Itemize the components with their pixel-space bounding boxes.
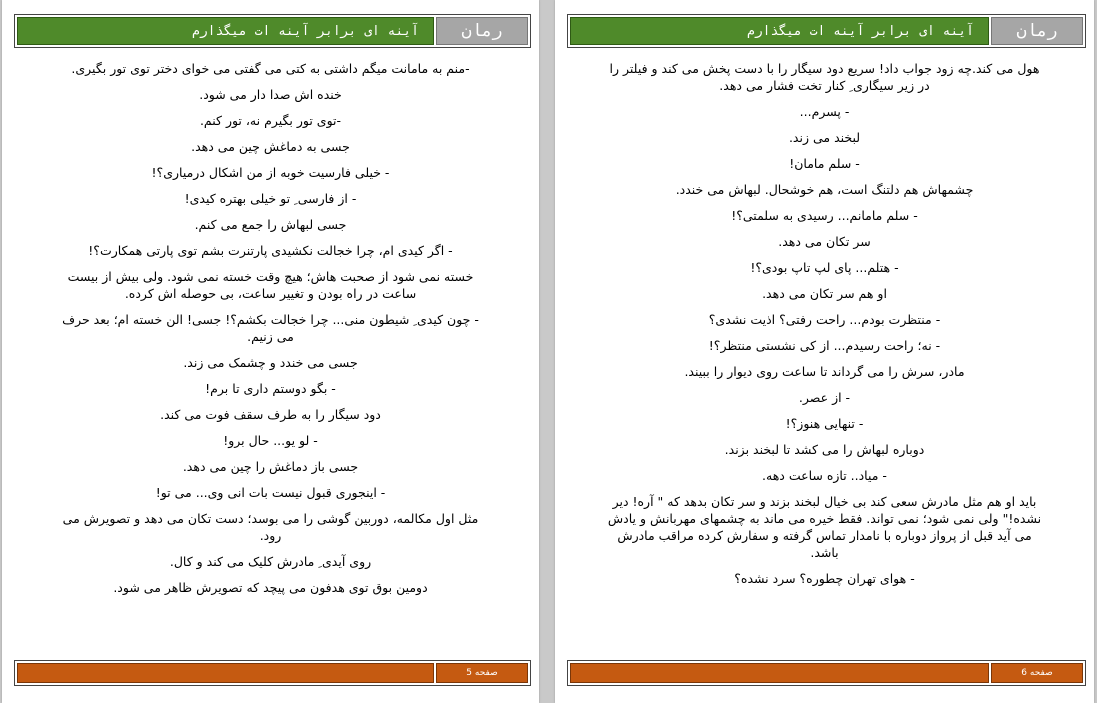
header-title: آینه ای برابر آینه ات میگذارم	[570, 17, 989, 45]
footer-bar	[570, 663, 989, 683]
paragraph: - نه؛ راحت رسیدم... از کی نشستی منتظر؟!	[708, 338, 941, 353]
page-number: صفحه 5	[436, 663, 528, 683]
paragraph: - منتظرت بودم... راحت رفتی؟ اذیت نشدی؟	[708, 312, 941, 327]
paragraph: دود سیگار را به طرف سقف فوت می کند.	[160, 407, 381, 422]
paragraph: دومین بوق توی هدفون می پیچد که تصویرش ظاهر می شود.	[113, 580, 428, 595]
paragraph: دوباره لبهاش را می کشد تا لبخند بزند.	[724, 442, 925, 457]
paragraph: - میاد.. تازه ساعت دهه.	[762, 468, 887, 483]
page-header	[14, 14, 531, 48]
paragraph: جسی لبهاش را جمع می کنم.	[194, 217, 347, 232]
paragraph: - سلم مامان!	[789, 156, 860, 171]
paragraph: - از عصر.	[798, 390, 851, 405]
paragraph: جسی به دماغش چین می دهد.	[191, 139, 350, 154]
paragraph: - هتلم... پای لپ تاپ بودی؟!	[750, 260, 899, 275]
page-footer	[567, 660, 1086, 686]
paragraph: - تنهایی هنوز؟!	[785, 416, 864, 431]
paragraph: جسی باز دماغش را چین می دهد.	[182, 459, 359, 474]
page-body	[54, 60, 487, 605]
paragraph: خسته نمی شود از صحبت هاش؛ هیچ وقت خسته نمی شود. ولی بیش از بیست ساعت در راه بودن و تغییر ساعت، بی حوصله اش کرده.	[67, 269, 474, 301]
paragraph: او هم سر تکان می دهد.	[762, 286, 887, 301]
paragraph: خنده اش صدا دار می شود.	[199, 87, 342, 102]
paragraph: - اینجوری قبول نیست بات انی وی... می تو!	[155, 485, 386, 500]
paragraph: روی آیدی ِ مادرش کلیک می کند و کال.	[169, 554, 372, 569]
paragraph: - خیلی فارسیت خوبه از من اشکال درمیاری؟!	[151, 165, 390, 180]
paragraph: - سلم مامانم... رسیدی به سلمتی؟!	[731, 208, 918, 223]
paragraph: - چون کیدی ِ شیطون منی... چرا خجالت بکشم؟! جسی! الن خسته ام؛ بعد حرف می زنیم.	[62, 312, 479, 344]
paragraph: مثل اول مکالمه، دوربین گوشی را می بوسد؛ دست تکان می دهد و تصویرش می رود.	[62, 511, 479, 543]
paragraph: - لو یو... حال برو!	[223, 433, 318, 448]
paragraph: هول می کند.چه زود جواب داد! سریع دود سیگار را با دست پخش می کند و فیلتر را در زیر سیگاری ِ کنار تخت فشار می دهد.	[609, 61, 1040, 93]
footer-bar	[17, 663, 434, 683]
page-footer	[14, 660, 531, 686]
paragraph: - پسرم...	[799, 104, 850, 119]
paragraph: سر تکان می دهد.	[778, 234, 871, 249]
paragraph: - هوای تهران چطوره؟ سرد نشده؟	[734, 571, 915, 586]
paragraph: - بگو دوستم داری تا برم!	[205, 381, 336, 396]
paragraph: مادر، سرش را می گرداند تا ساعت روی دیوار را ببیند.	[684, 364, 965, 379]
header-label: رمان	[436, 17, 528, 45]
paragraph: -توی تور بگیرم نه، تور کنم.	[199, 113, 342, 128]
header-title: آینه ای برابر آینه ات میگذارم	[17, 17, 434, 45]
page-body	[607, 60, 1042, 596]
page-number: صفحه 6	[991, 663, 1083, 683]
page-5	[2, 0, 539, 703]
paragraph: جسی می خندد و چشمک می زند.	[183, 355, 358, 370]
paragraph: - اگر کیدی ام، چرا خجالت نکشیدی پارتنرت بشم توی پارتی همکارت؟!	[88, 243, 453, 258]
page-6	[555, 0, 1094, 703]
paragraph: لبخند می زند.	[788, 130, 861, 145]
header-label: رمان	[991, 17, 1083, 45]
paragraph: چشمهاش هم دلتنگ است، هم خوشحال. لبهاش می خندد.	[675, 182, 974, 197]
page-header	[567, 14, 1086, 48]
paragraph: - از فارسی ِ تو خیلی بهتره کیدی!	[184, 191, 357, 206]
paragraph: باید او هم مثل مادرش سعی کند بی خیال لبخند بزند و سر تکان بدهد که " آره! دیر نشده!" ولی نمی شود؛ نمی تواند. فقط خیره می ماند به چشمهای مهربانش و یادش می آید قبل از پرواز دوباره با نامدار تماس گرفته و سفارش کرده مراقب مادرش باشد.	[607, 494, 1042, 560]
paragraph: -منم به مامانت میگم داشتی به کتی می گفتی می خوای دختر توی تور بگیری.	[71, 61, 470, 76]
